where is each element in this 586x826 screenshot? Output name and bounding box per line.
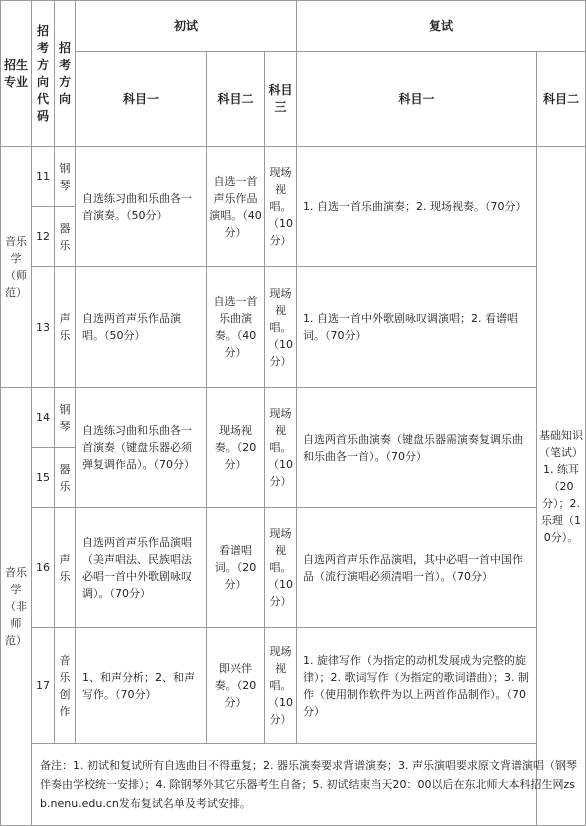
retest-subject-1-cell: 1. 自选一首乐曲演奏；2. 现场视奏。（70分） — [297, 147, 537, 267]
direction-code: 17 — [32, 628, 55, 744]
header-prelim-subject-3: 科目三 — [265, 52, 297, 147]
header-direction-code: 招考方向代码 — [32, 1, 55, 147]
prelim-subject-3-cell: 现场视唱。（10分） — [265, 267, 297, 388]
direction-name: 钢琴 — [55, 147, 76, 207]
prelim-subject-3-cell: 现场视唱。（10分） — [265, 508, 297, 628]
direction-name: 器乐 — [55, 448, 76, 508]
prelim-subject-2-cell: 现场视奏。（20分） — [207, 388, 265, 508]
prelim-subject-1-cell: 自选练习曲和乐曲各一首演奏。（50分） — [76, 147, 207, 267]
prelim-subject-3-cell: 现场视唱。（10分） — [265, 388, 297, 508]
direction-code: 15 — [32, 448, 55, 508]
prelim-subject-2-cell: 看谱唱词。（20分） — [207, 508, 265, 628]
retest-subject-1-cell: 自选两首乐曲演奏（键盘乐器需演奏复调乐曲和乐曲各一首）。（70分） — [297, 388, 537, 508]
header-retest-subject-1: 科目一 — [297, 52, 537, 147]
direction-name: 声乐 — [55, 267, 76, 388]
direction-code: 11 — [32, 147, 55, 207]
prelim-subject-3-cell: 现场视唱。（10分） — [265, 147, 297, 267]
major-nonnormal: 音乐学（非师范） — [1, 388, 32, 826]
retest-subject-1-cell: 自选两首声乐作品演唱，其中必唱一首中国作品（流行演唱必须清唱一首）。（70分） — [297, 508, 537, 628]
prelim-subject-2-cell: 即兴伴奏。（20分） — [207, 628, 265, 744]
header-prelim-subject-2: 科目二 — [207, 52, 265, 147]
prelim-subject-2-cell: 自选一首声乐作品演唱。（40分） — [207, 147, 265, 267]
direction-name: 声乐 — [55, 508, 76, 628]
prelim-subject-3-cell: 现场视唱。（10分） — [265, 628, 297, 744]
header-prelim-subject-1: 科目一 — [76, 52, 207, 147]
header-major: 招生专业 — [1, 1, 32, 147]
prelim-subject-2-cell: 自选一首乐曲演奏。（40分） — [207, 267, 265, 388]
prelim-subject-1-cell: 自选两首声乐作品演唱。（50分） — [76, 267, 207, 388]
retest-subject-2-cell: 基础知识（笔试）1. 练耳（20分）；2. 乐理（10分）。 — [537, 147, 586, 826]
major-normal: 音乐学（师范） — [1, 147, 32, 388]
direction-code: 16 — [32, 508, 55, 628]
retest-subject-1-cell: 1. 旋律写作（为指定的动机发展成为完整的旋律）；2. 歌词写作（为指定的歌词谱曲）；3. 制作（使用制作软件为以上两首作品制作）。（70分） — [297, 628, 537, 744]
prelim-subject-1-cell: 自选练习曲和乐曲各一首演奏（键盘乐器必须弹复调作品）。（70分） — [76, 388, 207, 508]
direction-code: 13 — [32, 267, 55, 388]
prelim-subject-1-cell: 自选两首声乐作品演唱（美声唱法、民族唱法必唱一首中外歌剧咏叹调）。（70分） — [76, 508, 207, 628]
direction-name: 器乐 — [55, 207, 76, 267]
notes: 备注：1. 初试和复试所有自选曲目不得重复；2. 器乐演奏要求背谱演奏；3. 声乐演唱要求原文背谱演唱（钢琴伴奏由学校统一安排）；4. 除钢琴外其它乐器考生自备；5. 初试结束当天20：00以后在东北师大本科招生网zsb.nenu.edu.cn发布复试名单及考试安排。 — [32, 744, 586, 826]
direction-name: 钢琴 — [55, 388, 76, 448]
header-retest-subject-2: 科目二 — [537, 52, 586, 147]
prelim-subject-1-cell: 1、和声分析；2、和声写作。（70分） — [76, 628, 207, 744]
header-retest: 复试 — [297, 1, 586, 52]
header-prelim: 初试 — [76, 1, 297, 52]
direction-code: 14 — [32, 388, 55, 448]
header-direction: 招考方向 — [55, 1, 76, 147]
direction-name: 音乐创作 — [55, 628, 76, 744]
direction-code: 12 — [32, 207, 55, 267]
retest-subject-1-cell: 1. 自选一首中外歌剧咏叹调演唱；2. 看谱唱词。（70分） — [297, 267, 537, 388]
